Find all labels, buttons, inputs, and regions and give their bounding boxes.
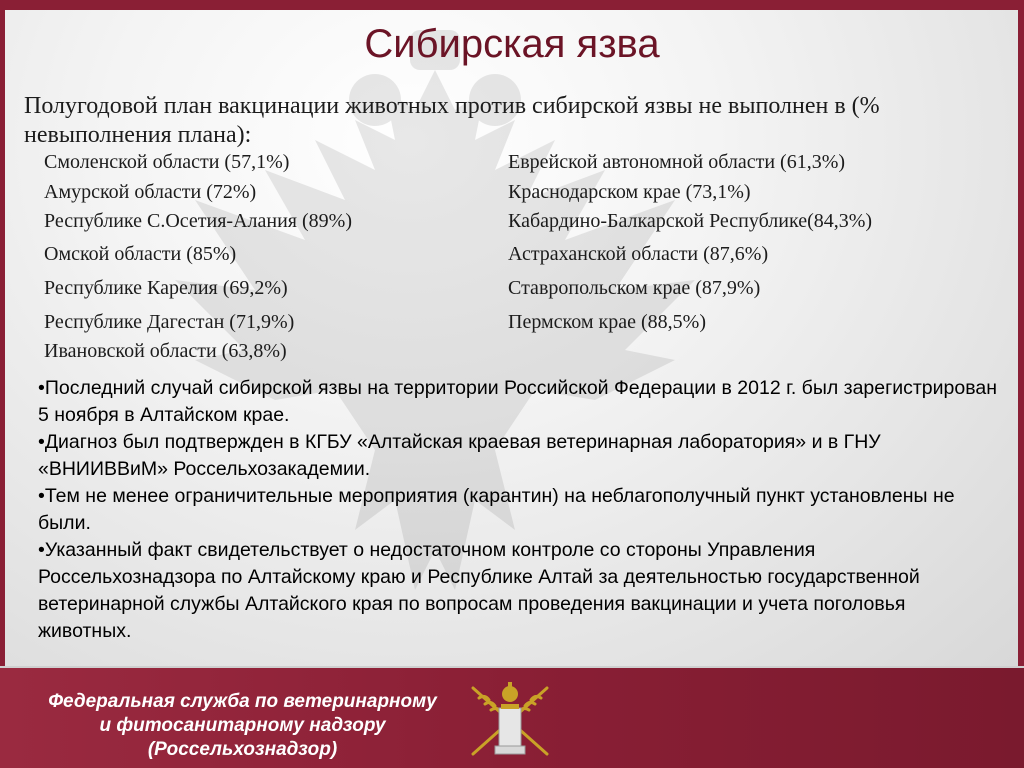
- region-item-right: Краснодарском крае (73,1%): [508, 181, 751, 203]
- region-item-right: Астраханской области (87,6%): [508, 243, 769, 265]
- region-item-right: Кабардино-Балкарской Республике(84,3%): [508, 210, 873, 232]
- region-item-right: Ставропольском крае (87,9%): [508, 277, 761, 299]
- region-item-left: Республике Карелия (69,2%): [44, 277, 288, 299]
- rosselkhoznadzor-emblem-icon: [465, 674, 555, 764]
- region-item-left: Республике Дагестан (71,9%): [44, 311, 295, 333]
- bullet-list: [38, 375, 998, 645]
- region-item-left: Ивановской области (63,8%): [44, 340, 287, 362]
- page-title: Сибирская язва: [364, 22, 660, 66]
- plan-subtitle: Полугодовой план вакцинации животных против сибирской язвы не выполнен в (% невыполнения плана):: [24, 93, 880, 148]
- footer-line: (Россельхознадзор): [147, 739, 338, 760]
- region-item-left: Амурской области (72%): [44, 181, 257, 203]
- footer-line: и фитосанитарному надзору: [99, 715, 386, 736]
- footer-organization: [20, 690, 465, 762]
- region-item-right: Пермском крае (88,5%): [508, 311, 706, 333]
- region-item-left: Омской области (85%): [44, 243, 237, 265]
- region-item-left: Республике С.Осетия-Алания (89%): [44, 210, 352, 232]
- region-item-left: Смоленской области (57,1%): [44, 151, 290, 173]
- bullet-item: •Последний случай сибирской язвы на территории Российской Федерации в 2012 г. был зарегистрирован 5 ноября в Алтайском крае.: [38, 377, 997, 426]
- footer-line: Федеральная служба по ветеринарному: [48, 691, 437, 712]
- region-item-right: Еврейской автономной области (61,3%): [508, 151, 846, 173]
- bullet-item: •Тем не менее ограничительные мероприятия (карантин) на неблагополучный пункт установлены не были.: [38, 485, 955, 534]
- bullet-item: •Диагноз был подтвержден в КГБУ «Алтайская краевая ветеринарная лаборатория» и в ГНУ «ВНИИВВиМ» Россельхозакадемии.: [38, 431, 881, 480]
- bullet-item: •Указанный факт свидетельствует о недостаточном контроле со стороны Управления Россельхознадзора по Алтайскому краю и Республике Алтай за деятельностью государственной ветеринарной службы Алтайского края по вопросам проведения вакцинации и учета поголовья животных.: [38, 539, 920, 642]
